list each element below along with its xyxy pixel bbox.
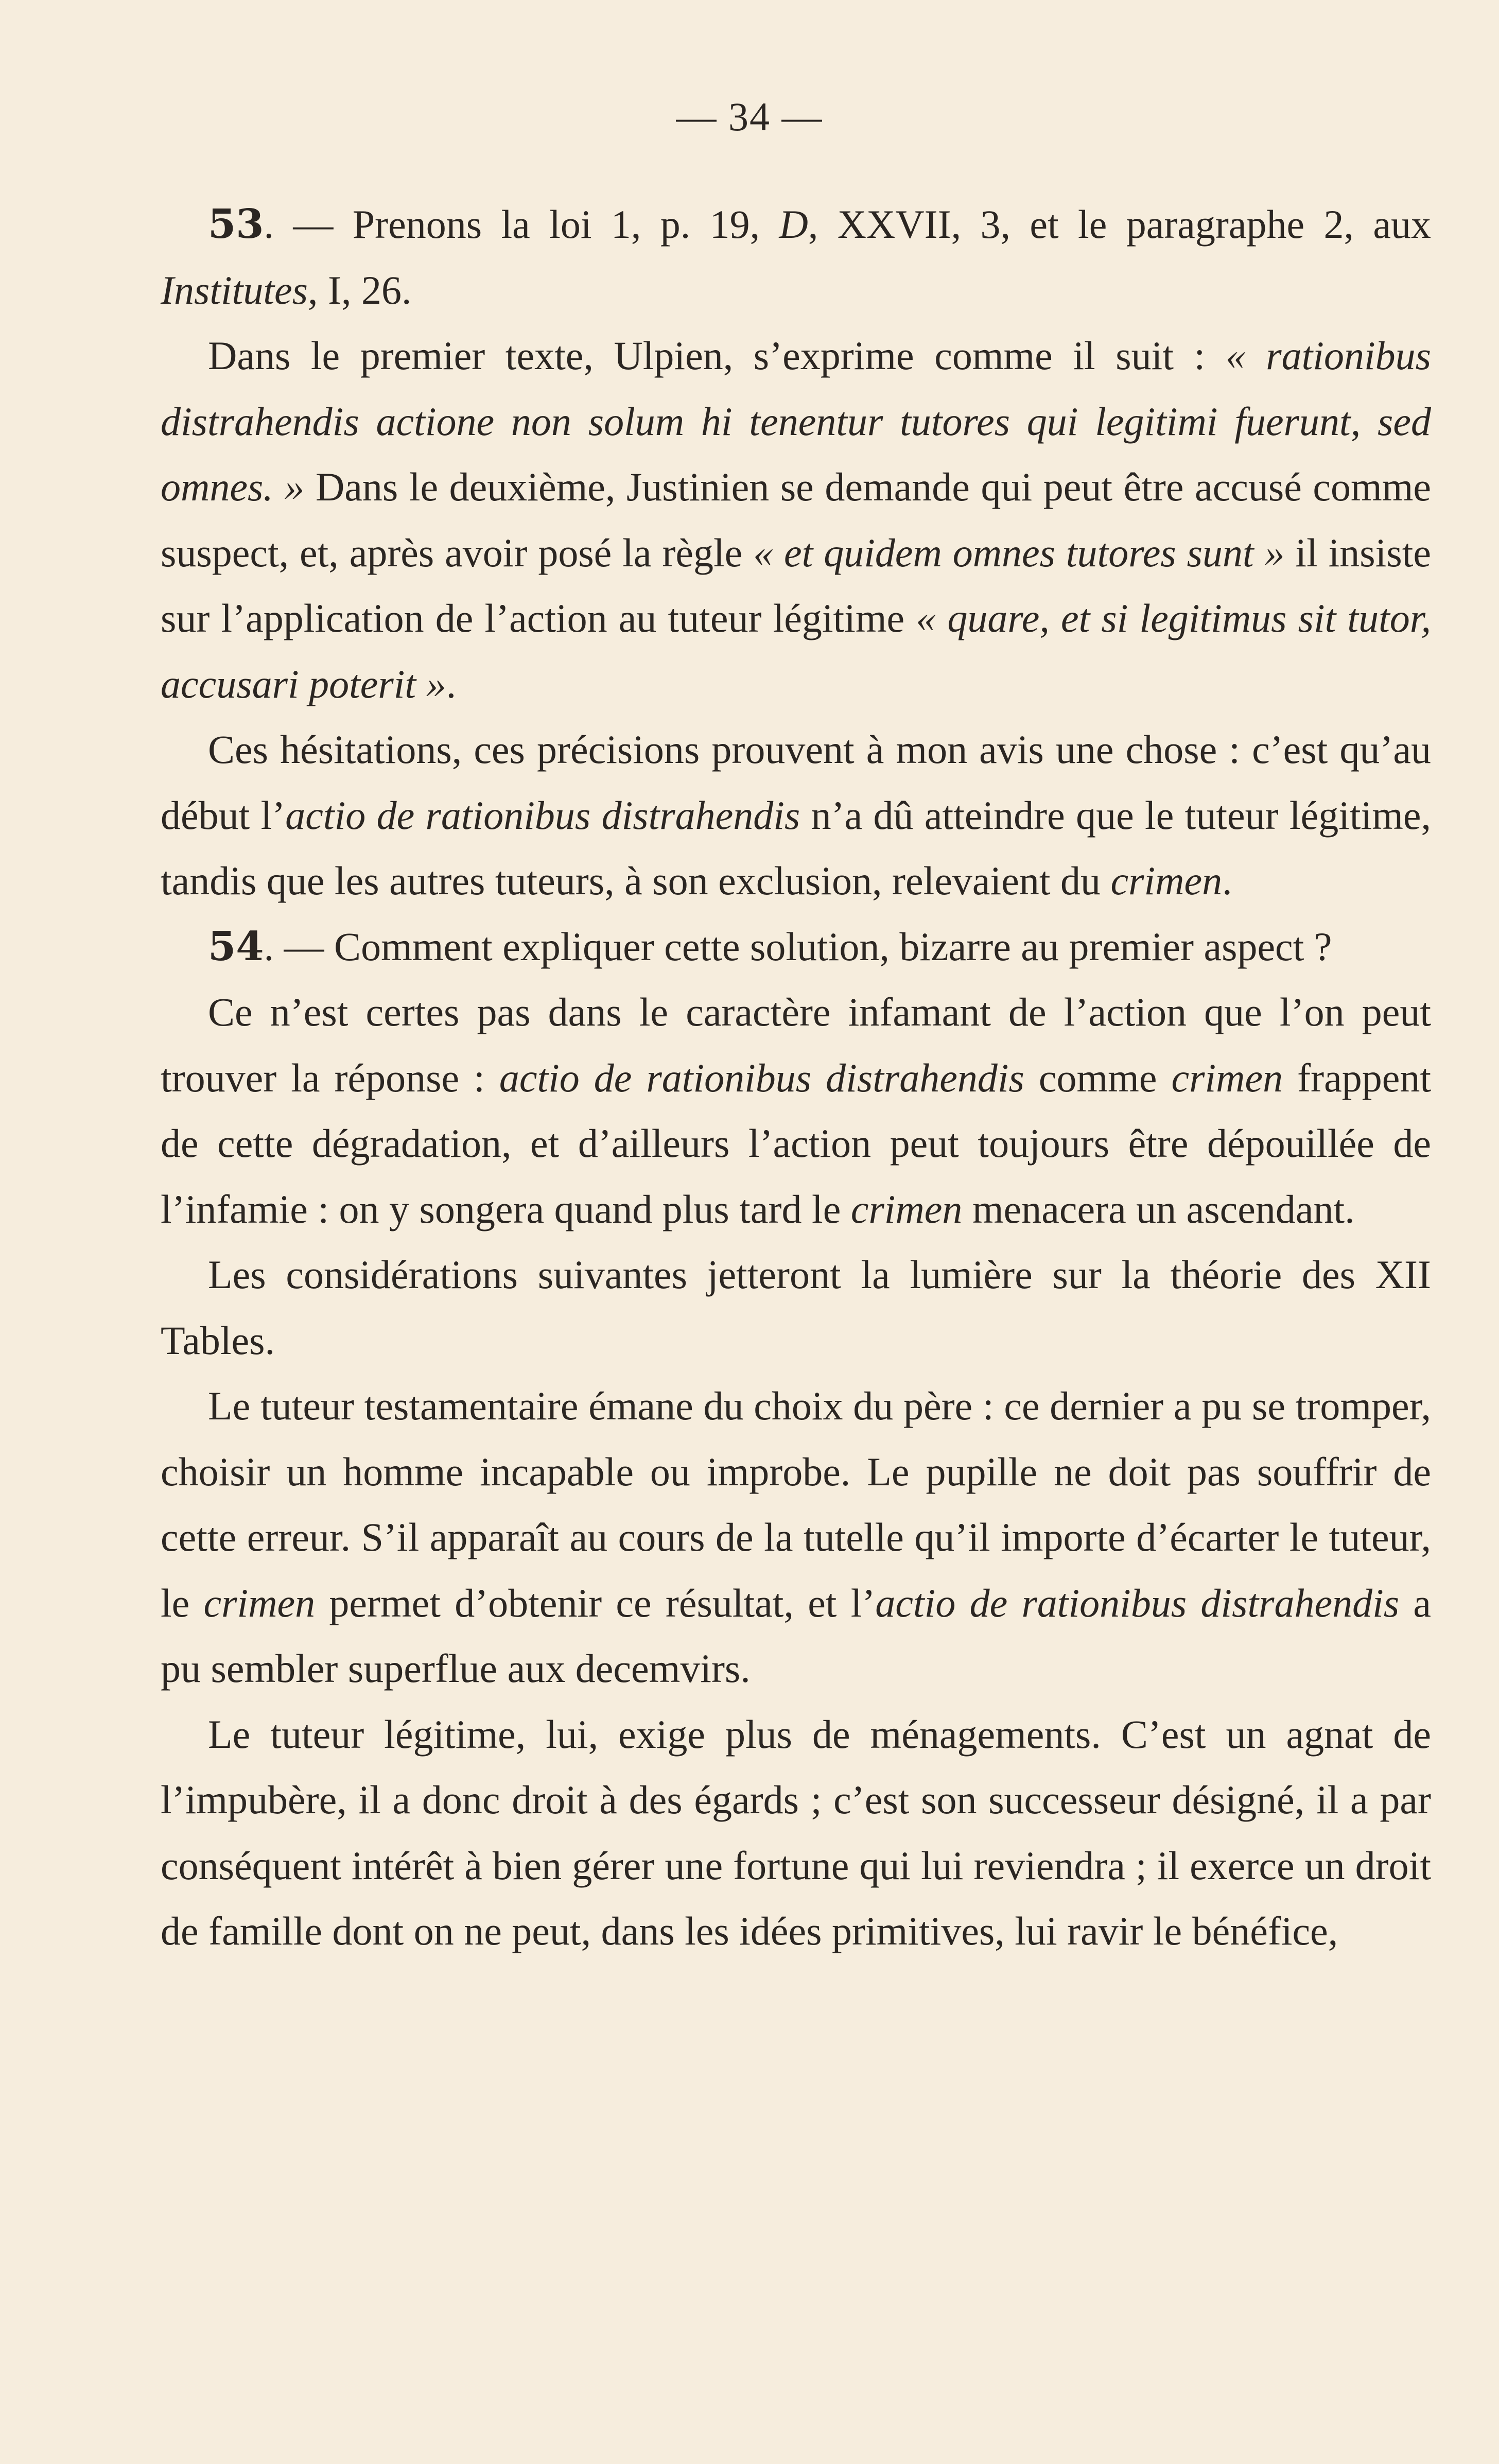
italic-text: actio de rationibus distrahendis [499, 1055, 1024, 1100]
italic-text: crimen [850, 1186, 963, 1231]
page-number: — 34 — [676, 94, 823, 139]
italic-text: crimen [203, 1580, 316, 1625]
italic-text: crimen [1110, 858, 1223, 903]
paragraph-53-conclusion [161, 717, 1431, 914]
text-run: n’a dû atteindre que le tuteur légitime, tandis que les autres tuteurs, à son exclusion, relevaient du [161, 792, 1432, 903]
text-run: il insiste sur l’application de l’action au tuteur légitime [161, 530, 1431, 640]
text-run: . — Prenons la loi 1, p. 19, [264, 202, 779, 247]
italic-text: actio de rationibus distrahendis [875, 1580, 1400, 1625]
text-run: Dans le deuxième, Justinien se demande qui peut être accusé comme suspect, et, après avoir posé la règle [161, 464, 1431, 575]
italic-text: actio de rationibus distrahendis [285, 792, 800, 838]
italic-text: « quare, et si legitimus sit tutor, accusari poterit » [161, 596, 1431, 706]
text-run: . — Comment expliquer cette solution, bizarre au premier aspect ? [264, 924, 1332, 969]
paragraph-53 [161, 192, 1431, 323]
text-run: . [1222, 858, 1232, 903]
paragraph-54 [161, 914, 1431, 980]
paragraph-54-legitimate-tutor [161, 1702, 1431, 1964]
text-run: , XXVII, 3, et le paragraphe 2, aux [808, 202, 1431, 247]
paragraph-54-testamentary-tutor [161, 1373, 1431, 1702]
text-run: frappent de cette dégradation, et d’ailleurs l’action peut toujours être dépouillée de l’infamie : on y songera quand plus tard le [161, 1055, 1431, 1231]
text-run: Ce n’est certes pas dans le caractère infamant de l’action que l’on peut trouver la réponse : [161, 990, 1431, 1100]
text-run: permet d’obtenir ce résultat, et l’ [315, 1580, 876, 1625]
paragraph-54-infamy [161, 979, 1431, 1242]
text-run: Les considérations suivantes jetteront la lumière sur la théorie des XII Tables. [161, 1252, 1431, 1363]
paragraph-53-texts [161, 323, 1431, 717]
text-run: Dans le premier texte, Ulpien, s’exprime comme il suit : [208, 333, 1226, 378]
paragraph-54-considerations [161, 1242, 1431, 1373]
text-run: Ces hésitations, ces précisions prouvent à mon avis une chose : c’est qu’au début l’ [161, 727, 1431, 838]
italic-text: crimen [1171, 1055, 1283, 1100]
italic-text: « et quidem omnes tutores sunt » [753, 530, 1285, 575]
text-run: menacera un ascendant. [962, 1186, 1355, 1231]
italic-text: « rationibus distrahendis actione non solum hi tenentur tutores qui legitimi fuerunt, sed omnes. » [161, 333, 1431, 509]
italic-text: D [779, 202, 808, 247]
section-number: 53 [208, 201, 264, 248]
text-run: . [446, 661, 457, 706]
text-run: a pu sembler superflue aux decemvirs. [161, 1580, 1431, 1691]
text-run: Le tuteur légitime, lui, exige plus de ménagements. C’est un agnat de l’impubère, il a donc droit à des égards ; c’est son successeur désigné, il a par conséquent intérêt à bien gérer une fortune qui lui reviendra ; il exerce un droit de famille dont on ne peut, dans les idées primitives, lui ravir le bénéfice, [161, 1711, 1431, 1953]
text-run: comme [1024, 1055, 1172, 1100]
text-run: Le tuteur testamentaire émane du choix du père : ce dernier a pu se tromper, choisir un homme incapable ou improbe. Le pupille ne doit pas souffrir de cette erreur. S’il apparaît au cours de la tutelle qu’il importe d’écarter le tuteur, le [161, 1383, 1431, 1625]
body-text [161, 192, 1431, 1964]
text-run: , I, 26. [308, 267, 412, 313]
section-number: 54 [208, 923, 264, 970]
italic-text: Institutes [161, 267, 308, 313]
